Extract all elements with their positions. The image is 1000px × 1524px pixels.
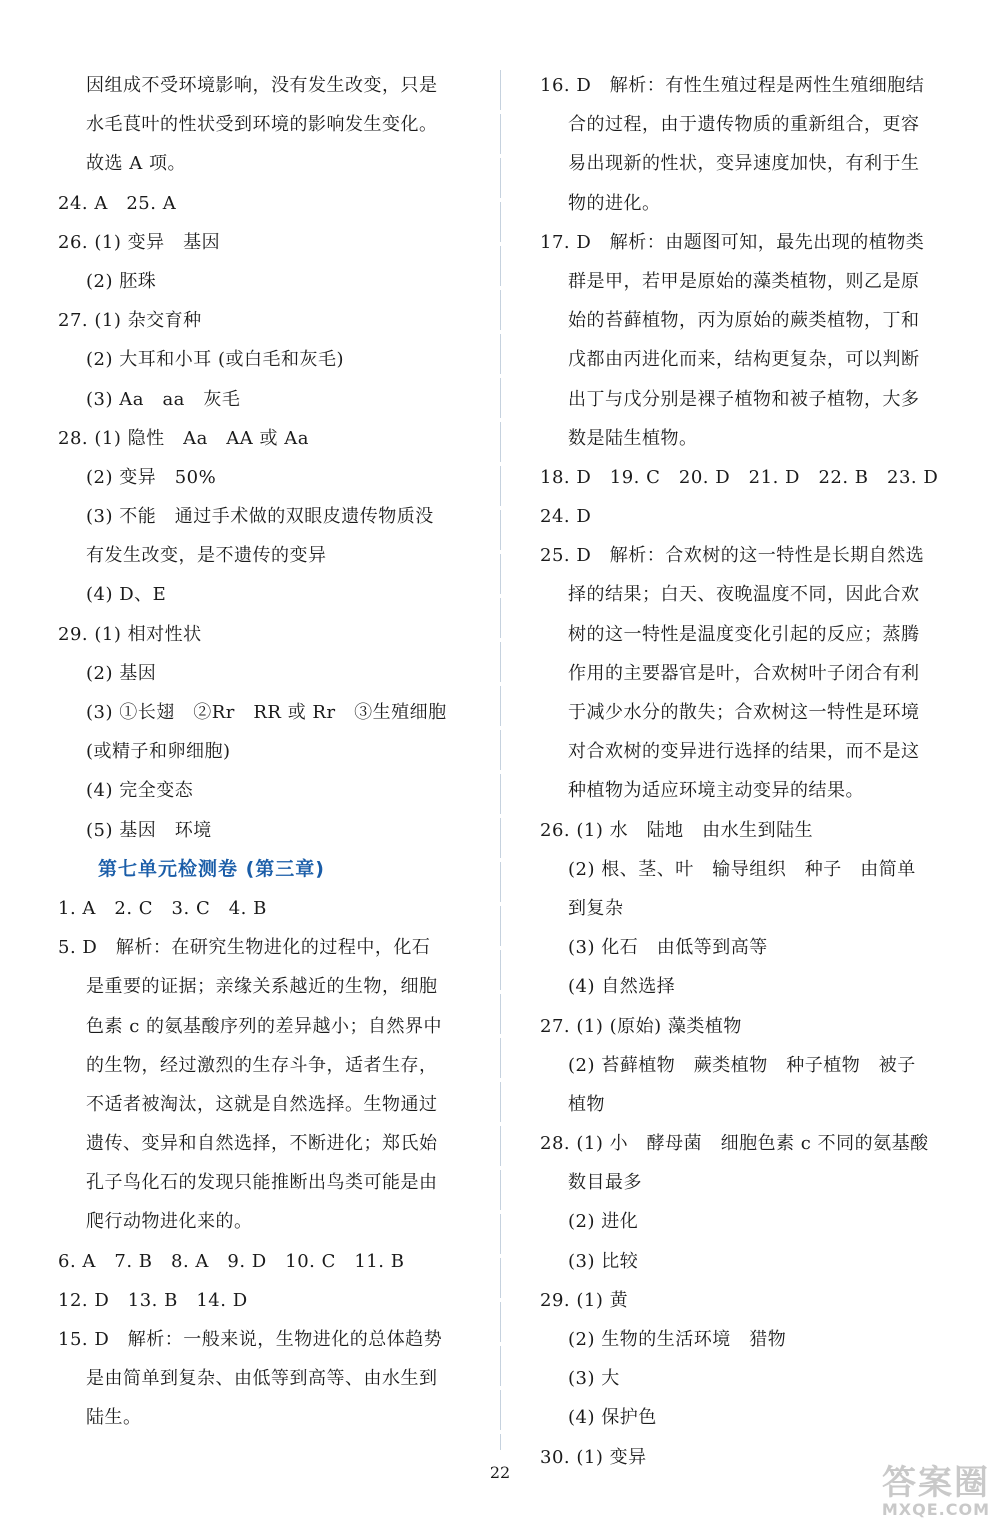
answer-line: 合的过程，由于遗传物质的重新组合，更容 <box>568 114 920 136</box>
answer-line: 29. (1) 黄 <box>540 1289 629 1311</box>
left-column <box>58 66 472 1438</box>
answer-line: 29. (1) 相对性状 <box>58 623 202 645</box>
section-heading: 第七单元检测卷 (第三章) <box>98 857 325 880</box>
answer-line: (3) ①长翅 ②Rr RR 或 Rr ③生殖细胞 <box>86 702 447 723</box>
watermark-logo <box>805 1465 990 1521</box>
answer-line: 群是甲，若甲是原始的藻类植物，则乙是原 <box>568 270 920 292</box>
answer-line: 树的这一特性是温度变化引起的反应；蒸腾 <box>568 623 920 645</box>
answer-line: 是由简单到复杂、由低等到高等、由水生到 <box>86 1368 438 1390</box>
answer-line: 作用的主要器官是叶，合欢树叶子闭合有利 <box>568 662 920 684</box>
watermark-top: 答案圈 <box>882 1463 990 1503</box>
answer-line: 因组成不受环境影响，没有发生改变，只是 <box>86 75 438 96</box>
answer-line: 对合欢树的变异进行选择的结果，而不是这 <box>568 741 920 763</box>
watermark-bottom: MXQE.COM <box>881 1500 990 1519</box>
answer-line: 15. D 解析：一般来说，生物进化的总体趋势 <box>58 1329 443 1350</box>
answer-line: 24. D <box>540 506 592 528</box>
answer-line: 种植物为适应环境主动变异的结果。 <box>568 780 864 802</box>
answer-line: 易出现新的性状，变异速度加快，有利于生 <box>568 153 920 175</box>
answer-line: 24. A 25. A <box>58 192 177 214</box>
right-column <box>540 66 955 1477</box>
answer-line: 植物 <box>568 1093 605 1115</box>
answer-line: 物的进化。 <box>568 192 661 214</box>
answer-line: 数是陆生植物。 <box>568 427 698 449</box>
answer-line: (2) 进化 <box>568 1211 639 1233</box>
answer-line: (2) 变异 50% <box>86 466 217 488</box>
answer-line: (2) 基因 <box>86 662 157 684</box>
answer-line: 陆生。 <box>86 1407 142 1429</box>
answer-line: (4) 自然选择 <box>568 976 676 998</box>
answer-line: (3) 化石 由低等到高等 <box>568 937 768 959</box>
answer-line: 27. (1) (原始) 藻类植物 <box>540 1015 742 1037</box>
answer-line: 孔子鸟化石的发现只能推断出鸟类可能是由 <box>86 1172 438 1194</box>
answer-line: 16. D 解析：有性生殖过程是两性生殖细胞结 <box>540 75 925 96</box>
column-divider <box>500 70 501 1450</box>
answer-line: 遗传、变异和自然选择，不断进化；郑氏始 <box>86 1133 438 1155</box>
answer-line: 不适者被淘汰，这就是自然选择。生物通过 <box>86 1093 438 1115</box>
answer-line: 是重要的证据；亲缘关系越近的生物，细胞 <box>86 976 438 998</box>
answer-line: (4) D、E <box>86 584 167 606</box>
answer-line: 有发生改变，是不遗传的变异 <box>86 545 327 567</box>
answer-line: 爬行动物进化来的。 <box>86 1211 253 1233</box>
answer-line: (2) 生物的生活环境 猎物 <box>568 1329 787 1350</box>
answer-line: 26. (1) 变异 基因 <box>58 231 221 253</box>
answer-line: 28. (1) 小 酵母菌 细胞色素 c 不同的氨基酸 <box>540 1133 929 1155</box>
answer-line: (3) 比较 <box>568 1250 639 1272</box>
answer-line: (2) 苔藓植物 蕨类植物 种子植物 被子 <box>568 1054 916 1076</box>
answer-line: 色素 c 的氨基酸序列的差异越小；自然界中 <box>86 1015 443 1037</box>
answer-line: 1. A 2. C 3. C 4. B <box>58 897 267 919</box>
answer-line: 18. D 19. C 20. D 21. D 22. B 23. D <box>540 466 939 488</box>
answer-line: 的生物，经过激烈的生存斗争，适者生存， <box>86 1054 438 1076</box>
answer-line: 故选 A 项。 <box>86 153 186 175</box>
answer-line: (3) 不能 通过手术做的双眼皮遗传物质没 <box>86 506 434 528</box>
answer-line: 出丁与戊分别是裸子植物和被子植物，大多 <box>568 388 920 410</box>
answer-line: 30. (1) 变异 <box>540 1446 647 1468</box>
answer-line: 于减少水分的散失；合欢树这一特性是环境 <box>568 702 920 723</box>
answer-line: 12. D 13. B 14. D <box>58 1289 248 1311</box>
answer-line: (2) 大耳和小耳 (或白毛和灰毛) <box>86 349 344 371</box>
answer-line: (3) 大 <box>568 1368 620 1390</box>
answer-line: 水毛茛叶的性状受到环境的影响发生变化。 <box>86 114 438 136</box>
answer-line: (2) 根、茎、叶 输导组织 种子 由简单 <box>568 858 916 880</box>
answer-line: 择的结果；白天、夜晚温度不同，因此合欢 <box>568 584 920 606</box>
page-number: 22 <box>489 1463 511 1482</box>
answer-line: 25. D 解析：合欢树的这一特性是长期自然选 <box>540 545 925 567</box>
answer-line: (2) 胚珠 <box>86 270 157 292</box>
answer-line: 28. (1) 隐性 Aa AA 或 Aa <box>58 427 309 449</box>
answer-line: (或精子和卵细胞) <box>86 741 231 763</box>
answer-line: 到复杂 <box>568 897 624 919</box>
answer-line: (4) 保护色 <box>568 1407 657 1429</box>
answer-line: 27. (1) 杂交育种 <box>58 310 202 332</box>
answer-line: (5) 基因 环境 <box>86 819 212 841</box>
answer-line: 戊都由丙进化而来，结构更复杂，可以判断 <box>568 349 920 371</box>
answer-line: 6. A 7. B 8. A 9. D 10. C 11. B <box>58 1250 405 1272</box>
answer-line: 17. D 解析：由题图可知，最先出现的植物类 <box>540 231 925 253</box>
answer-line: (4) 完全变态 <box>86 780 194 802</box>
answer-line: 26. (1) 水 陆地 由水生到陆生 <box>540 819 814 841</box>
answer-line: 始的苔藓植物，丙为原始的蕨类植物，丁和 <box>568 310 920 332</box>
answer-line: 5. D 解析：在研究生物进化的过程中，化石 <box>58 937 431 959</box>
answer-line: 数目最多 <box>568 1172 642 1194</box>
answer-line: (3) Aa aa 灰毛 <box>86 388 241 410</box>
